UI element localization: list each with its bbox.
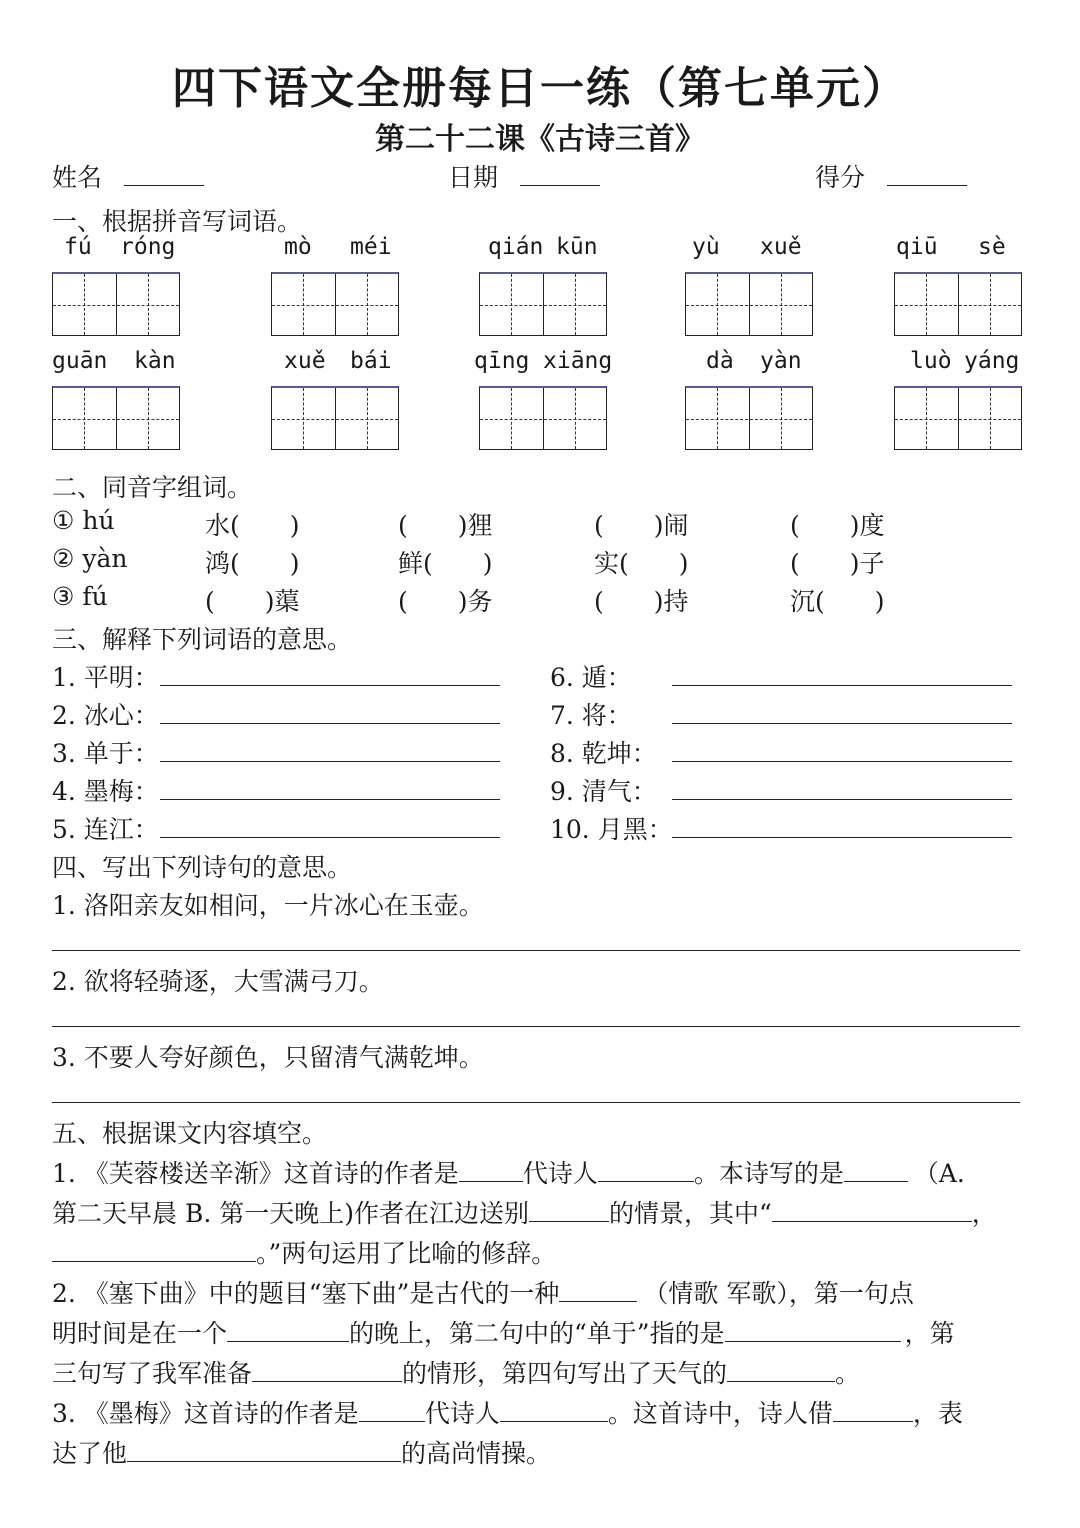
fill-question-1-line3 (52, 1234, 556, 1270)
answer-line[interactable] (672, 685, 1012, 686)
writing-box[interactable] (894, 272, 1022, 336)
homophone-label: ① hú (52, 506, 115, 535)
term-label: 9. 清气： (550, 777, 657, 806)
term-label: 6. 遁： (550, 663, 632, 692)
fill-blank[interactable] (227, 1340, 349, 1342)
q-text: ，第 (904, 1319, 955, 1348)
homophone-item[interactable]: 鸿( ) (205, 549, 300, 578)
term-label: 5. 连江： (52, 815, 159, 844)
homophone-item[interactable]: ( )子 (790, 549, 885, 578)
term-label: 4. 墨梅： (52, 777, 159, 806)
name-blank[interactable] (124, 184, 204, 186)
homophone-item[interactable]: 沉( ) (790, 587, 885, 616)
q-text: （A. (913, 1159, 965, 1188)
name-label: 姓名 (52, 163, 103, 192)
writing-box[interactable] (685, 386, 813, 450)
fill-blank[interactable] (727, 1380, 835, 1382)
writing-box[interactable] (894, 386, 1022, 450)
fill-blank[interactable] (359, 1420, 425, 1422)
answer-line[interactable] (52, 1026, 1020, 1027)
fill-blank[interactable] (500, 1420, 608, 1422)
q-text: 。”两句运用了比喻的修辞。 (256, 1239, 557, 1268)
answer-line[interactable] (160, 837, 500, 838)
writing-box[interactable] (271, 272, 399, 336)
fill-blank[interactable] (127, 1460, 401, 1462)
fill-blank[interactable] (598, 1180, 694, 1182)
answer-line[interactable] (52, 950, 1020, 951)
date-label: 日期 (448, 163, 499, 192)
pinyin: xiāng (543, 348, 613, 374)
section3-heading: 三、解释下列词语的意思。 (52, 625, 353, 654)
pinyin: xuě (760, 234, 802, 260)
homophone-item[interactable]: 鲜( ) (398, 549, 493, 578)
writing-box[interactable] (271, 386, 399, 450)
q-text: 明时间是在一个 (52, 1319, 228, 1348)
writing-box[interactable] (479, 272, 607, 336)
answer-line[interactable] (160, 723, 500, 724)
poem-line: 1. 洛阳亲友如相问，一片冰心在玉壶。 (52, 891, 484, 920)
fill-question-1-line2 (52, 1194, 997, 1230)
q-text: 。这首诗中，诗人借 (607, 1399, 833, 1428)
fill-blank[interactable] (459, 1180, 523, 1182)
q-text: 的情景，其中“ (608, 1199, 772, 1228)
fill-blank[interactable] (52, 1260, 256, 1262)
homophone-item[interactable]: ( )持 (594, 587, 689, 616)
homophone-item[interactable]: ( )闹 (594, 511, 689, 540)
pinyin: yù (692, 234, 720, 260)
pinyin: sè (978, 234, 1006, 260)
pinyin: guān (52, 348, 108, 374)
fill-blank[interactable] (844, 1180, 908, 1182)
fill-blank[interactable] (833, 1420, 913, 1422)
q-text: 3. 《墨梅》这首诗的作者是 (52, 1399, 359, 1428)
fill-question-2-line1 (52, 1274, 914, 1310)
fill-question-1-line1 (52, 1154, 965, 1190)
fill-blank[interactable] (252, 1380, 402, 1382)
writing-box[interactable] (685, 272, 813, 336)
answer-line[interactable] (672, 761, 1012, 762)
term-label: 10. 月黑： (550, 815, 673, 844)
fill-blank[interactable] (772, 1220, 972, 1222)
date-blank[interactable] (520, 184, 600, 186)
answer-line[interactable] (52, 1102, 1020, 1103)
q-text: 代诗人 (424, 1399, 500, 1428)
name-field[interactable] (52, 158, 204, 194)
writing-box[interactable] (479, 386, 607, 450)
page-title: 四下语文全册每日一练（第七单元） (172, 63, 908, 114)
pinyin: qīng (474, 348, 530, 374)
answer-line[interactable] (672, 837, 1012, 838)
q-text: 三句写了我军准备 (52, 1359, 253, 1388)
homophone-label: ③ fú (52, 582, 108, 611)
term-label: 1. 平明： (52, 663, 159, 692)
pinyin: luò (910, 348, 952, 374)
fill-question-3-line2 (52, 1434, 551, 1470)
poem-line: 3. 不要人夸好颜色，只留清气满乾坤。 (52, 1043, 484, 1072)
section4-heading: 四、写出下列诗句的意思。 (52, 853, 353, 882)
q-text: 。本诗写的是 (693, 1159, 844, 1188)
fill-question-3-line1 (52, 1394, 963, 1430)
answer-line[interactable] (672, 723, 1012, 724)
q-text: 第二天早晨 B. 第一天晚上)作者在江边送别 (52, 1199, 529, 1228)
answer-line[interactable] (160, 761, 500, 762)
homophone-item[interactable]: 实( ) (594, 549, 689, 578)
homophone-label: ② yàn (52, 544, 128, 573)
fill-question-2-line3 (52, 1354, 860, 1390)
pinyin: qiū (896, 234, 938, 260)
pinyin: dà (706, 348, 734, 374)
score-blank[interactable] (887, 184, 967, 186)
homophone-item[interactable]: ( )度 (790, 511, 885, 540)
q-text: 代诗人 (522, 1159, 598, 1188)
q-text: 2. 《塞下曲》中的题目“塞下曲”是古代的一种 (52, 1279, 560, 1308)
pinyin: róng (120, 234, 176, 260)
pinyin: kūn (556, 234, 598, 260)
pinyin: méi (350, 234, 392, 260)
term-label: 8. 乾坤： (550, 739, 657, 768)
term-label: 2. 冰心： (52, 701, 159, 730)
q-text: 。 (835, 1359, 861, 1388)
answer-line[interactable] (160, 685, 500, 686)
q-text: 1. 《芙蓉楼送辛渐》这首诗的作者是 (52, 1159, 459, 1188)
answer-line[interactable] (672, 799, 1012, 800)
pinyin: bái (350, 348, 392, 374)
homophone-item[interactable]: 水( ) (205, 511, 300, 540)
pinyin: kàn (134, 348, 176, 374)
fill-blank[interactable] (559, 1300, 637, 1302)
homophone-item[interactable]: ( )务 (398, 587, 493, 616)
q-text: 的高尚情操。 (401, 1439, 552, 1468)
section1-heading: 一、根据拼音写词语。 (52, 207, 303, 236)
writing-box[interactable] (52, 272, 180, 336)
q-text: ， (971, 1199, 997, 1228)
pinyin: mò (284, 234, 312, 260)
score-label: 得分 (815, 163, 866, 192)
writing-box[interactable] (52, 386, 180, 450)
fill-blank[interactable] (529, 1220, 609, 1222)
q-text: （情歌 军歌），第一句点 (643, 1279, 914, 1308)
pinyin: yàn (760, 348, 802, 374)
score-field[interactable] (815, 158, 967, 194)
pinyin: fú (64, 234, 92, 260)
term-label: 3. 单于： (52, 739, 159, 768)
fill-blank[interactable] (725, 1340, 901, 1342)
q-text: 的情形，第四句写出了天气的 (402, 1359, 728, 1388)
term-label: 7. 将： (550, 701, 632, 730)
section2-heading: 二、同音字组词。 (52, 473, 253, 502)
pinyin: qián (488, 234, 544, 260)
homophone-item[interactable]: ( )蕖 (205, 587, 300, 616)
q-text: 达了他 (52, 1439, 128, 1468)
answer-line[interactable] (160, 799, 500, 800)
pinyin: xuě (284, 348, 326, 374)
lesson-subtitle: 第二十二课《古诗三首》 (375, 122, 705, 157)
section5-heading: 五、根据课文内容填空。 (52, 1119, 328, 1148)
pinyin: yáng (964, 348, 1020, 374)
homophone-item[interactable]: ( )狸 (398, 511, 493, 540)
fill-question-2-line2 (52, 1314, 955, 1350)
date-field[interactable] (448, 158, 600, 194)
poem-line: 2. 欲将轻骑逐，大雪满弓刀。 (52, 967, 384, 996)
q-text: ，表 (912, 1399, 963, 1428)
q-text: 的晚上，第二句中的“单于”指的是 (349, 1319, 725, 1348)
